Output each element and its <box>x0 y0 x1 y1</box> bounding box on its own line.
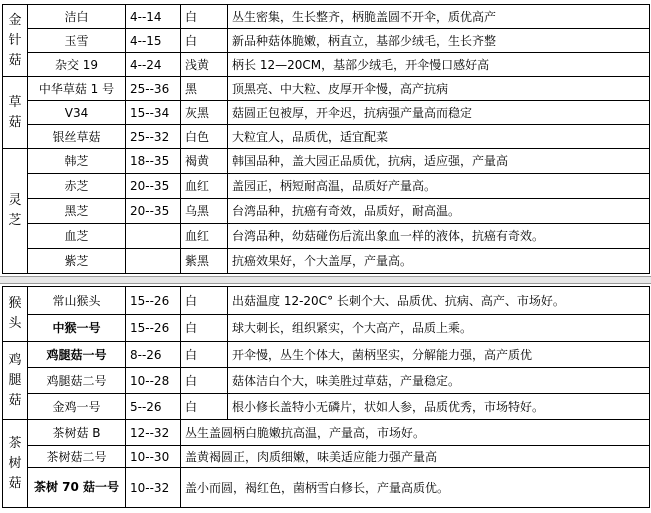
variety-color: 血红 <box>181 174 228 199</box>
variety-description: 球大刺长，组织紧实，个大高产，品质上乘。 <box>228 315 650 342</box>
variety-name: 银丝草菇 <box>28 125 126 149</box>
variety-color: 乌黑 <box>181 199 228 224</box>
variety-color: 浅黄 <box>181 53 228 77</box>
table-row <box>3 249 650 274</box>
variety-color: 白色 <box>181 125 228 149</box>
variety-description: 根小修长盖特小无磷片，状如人参，品质优秀，市场特好。 <box>228 394 650 420</box>
table-row <box>3 199 650 224</box>
variety-name: 鸡腿菇一号 <box>28 342 126 368</box>
table-row <box>3 394 650 420</box>
table-row <box>3 53 650 77</box>
variety-description: 柄长 12—20CM，基部少绒毛，开伞慢口感好高 <box>228 53 650 77</box>
variety-description: 韩国品种，盖大园正品质优，抗病，适应强，产量高 <box>228 149 650 174</box>
variety-name: 茶树 70 菇一号 <box>28 468 126 508</box>
table-row <box>3 174 650 199</box>
variety-description: 新品种菇体脆嫩，柄直立，基部少绒毛，生长齐整 <box>228 29 650 53</box>
variety-name: 韩芝 <box>28 149 126 174</box>
table-row <box>3 468 650 508</box>
variety-color: 紫黑 <box>181 249 228 274</box>
temperature-range: 8--26 <box>126 342 181 368</box>
variety-description: 盖小而圆，褐红色，菌柄雪白修长，产量高质优。 <box>181 468 650 508</box>
variety-color: 血红 <box>181 224 228 249</box>
temperature-range <box>126 224 181 249</box>
variety-name: 黑芝 <box>28 199 126 224</box>
table-row <box>3 125 650 149</box>
variety-name: 茶树菇 B <box>28 420 126 446</box>
group-label: 草菇 <box>3 77 28 149</box>
temperature-range: 4--15 <box>126 29 181 53</box>
temperature-range: 25--32 <box>126 125 181 149</box>
temperature-range: 10--30 <box>126 446 181 468</box>
variety-color: 白 <box>181 342 228 368</box>
variety-description: 菇圆正包被厚，开伞迟，抗病强产量高而稳定 <box>228 101 650 125</box>
variety-color: 白 <box>181 368 228 394</box>
table-row <box>3 287 650 315</box>
temperature-range: 15--34 <box>126 101 181 125</box>
table-row <box>3 29 650 53</box>
variety-description: 台湾品种，抗癌有奇效，品质好，耐高温。 <box>228 199 650 224</box>
variety-description: 盖园正，柄短耐高温，品质好产量高。 <box>228 174 650 199</box>
temperature-range: 25--36 <box>126 77 181 101</box>
variety-description: 丛生密集，生长整齐，柄脆盖圆不开伞，质优高产 <box>228 5 650 29</box>
variety-name: 金鸡一号 <box>28 394 126 420</box>
variety-description: 台湾品种，幼菇碰伤后流出象血一样的液体，抗癌有奇效。 <box>228 224 650 249</box>
temperature-range: 10--32 <box>126 468 181 508</box>
variety-description: 开伞慢，丛生个体大，菌柄坚实，分解能力强，高产质优 <box>228 342 650 368</box>
temperature-range: 10--28 <box>126 368 181 394</box>
temperature-range: 20--35 <box>126 174 181 199</box>
temperature-range: 5--26 <box>126 394 181 420</box>
variety-name: 紫芝 <box>28 249 126 274</box>
variety-name: 血芝 <box>28 224 126 249</box>
table-row <box>3 315 650 342</box>
variety-name: 常山猴头 <box>28 287 126 315</box>
table-row <box>3 420 650 446</box>
variety-name: 茶树菇二号 <box>28 446 126 468</box>
variety-description: 丛生盖圆柄白脆嫩抗高温，产量高，市场好。 <box>181 420 650 446</box>
temperature-range: 15--26 <box>126 315 181 342</box>
temperature-range: 12--32 <box>126 420 181 446</box>
variety-name: 杂交 19 <box>28 53 126 77</box>
temperature-range: 20--35 <box>126 199 181 224</box>
variety-color: 白 <box>181 29 228 53</box>
temperature-range: 18--35 <box>126 149 181 174</box>
table-row <box>3 149 650 174</box>
temperature-range: 4--24 <box>126 53 181 77</box>
variety-color: 白 <box>181 287 228 315</box>
variety-table-1 <box>2 4 650 274</box>
variety-name: 鸡腿菇二号 <box>28 368 126 394</box>
variety-description: 顶黑亮、中大粒、皮厚开伞慢，高产抗病 <box>228 77 650 101</box>
table-row <box>3 342 650 368</box>
group-label: 金针菇 <box>3 5 28 77</box>
variety-name: 洁白 <box>28 5 126 29</box>
variety-name: 赤芝 <box>28 174 126 199</box>
variety-color: 褐黄 <box>181 149 228 174</box>
variety-color: 白 <box>181 315 228 342</box>
variety-description: 出菇温度 12-20C° 长刺个大、品质优、抗病、高产、市场好。 <box>228 287 650 315</box>
variety-color: 灰黑 <box>181 101 228 125</box>
variety-description: 抗癌效果好，个大盖厚，产量高。 <box>228 249 650 274</box>
group-label: 鸡腿菇 <box>3 342 28 420</box>
page-separator <box>0 276 651 284</box>
group-label: 灵芝 <box>3 149 28 274</box>
table-row <box>3 446 650 468</box>
table-row <box>3 224 650 249</box>
variety-description: 盖黄褐圆正，肉质细嫩，味美适应能力强产量高 <box>181 446 650 468</box>
variety-name: 中猴一号 <box>28 315 126 342</box>
temperature-range: 4--14 <box>126 5 181 29</box>
temperature-range: 15--26 <box>126 287 181 315</box>
variety-table-2 <box>2 286 650 508</box>
group-label: 猴头 <box>3 287 28 342</box>
variety-name: 玉雪 <box>28 29 126 53</box>
variety-color: 白 <box>181 5 228 29</box>
variety-color: 白 <box>181 394 228 420</box>
variety-color: 黑 <box>181 77 228 101</box>
variety-description: 大粒宜人，品质优，适宜配菜 <box>228 125 650 149</box>
table-row <box>3 5 650 29</box>
group-label: 茶树菇 <box>3 420 28 508</box>
temperature-range <box>126 249 181 274</box>
variety-description: 菇体洁白个大，味美胜过草菇，产量稳定。 <box>228 368 650 394</box>
variety-name: 中华草菇 1 号 <box>28 77 126 101</box>
table-row <box>3 101 650 125</box>
table-row <box>3 368 650 394</box>
table-row <box>3 77 650 101</box>
variety-name: V34 <box>28 101 126 125</box>
